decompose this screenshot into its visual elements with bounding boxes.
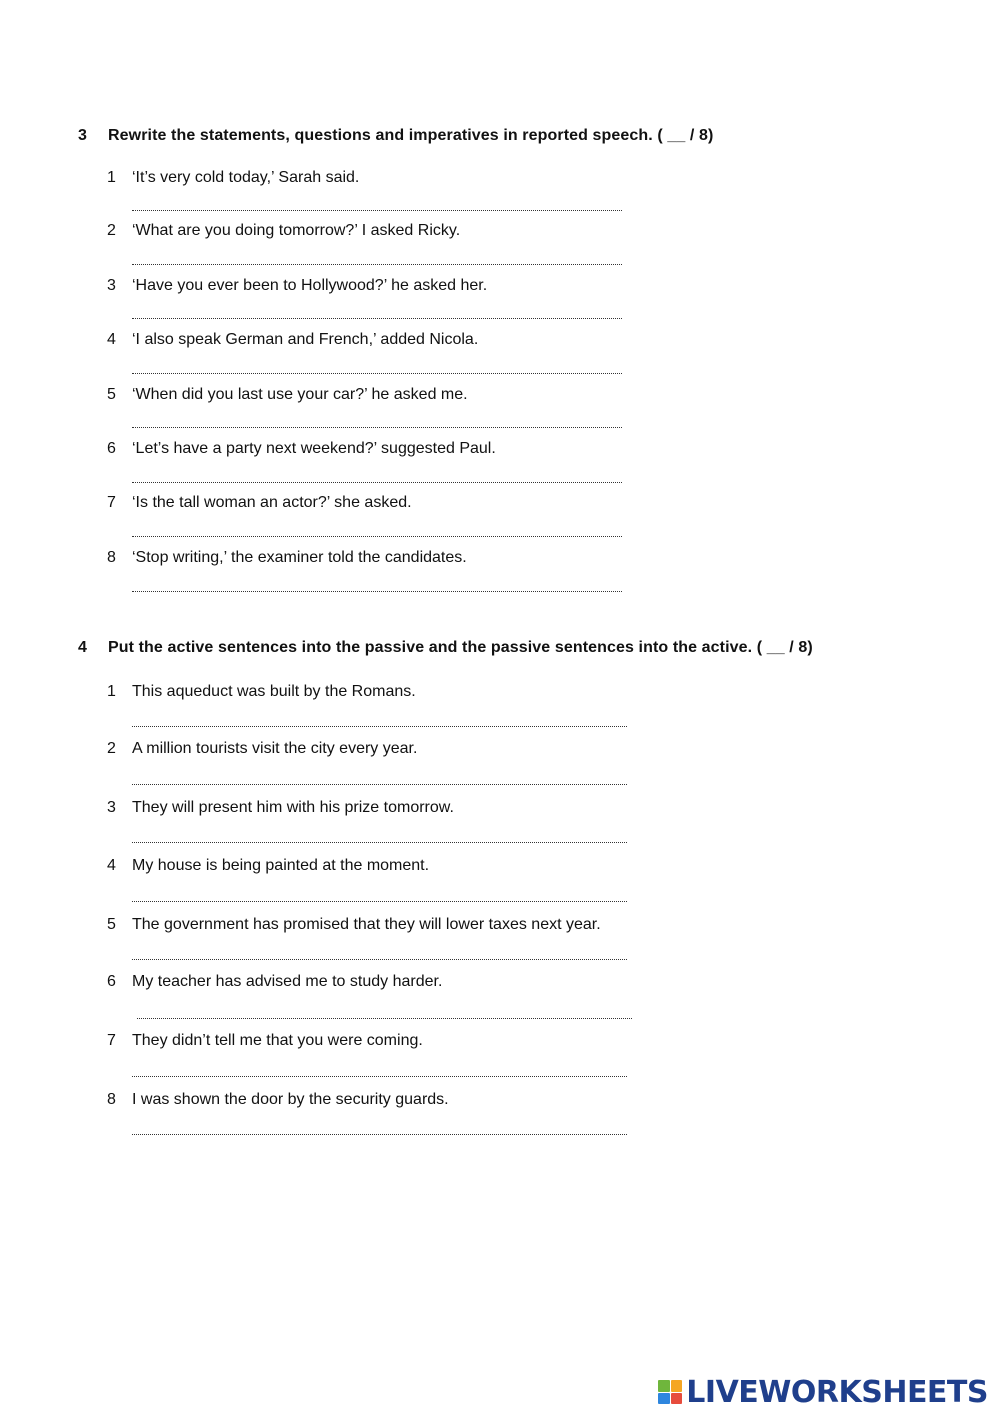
item-prompt: The government has promised that they will lower taxes next year. <box>132 916 601 933</box>
answer-line[interactable] <box>132 953 627 960</box>
answer-line[interactable] <box>137 1012 632 1019</box>
item-number: 7 <box>107 494 116 511</box>
logo-block <box>658 1393 670 1405</box>
item-number: 3 <box>107 799 116 816</box>
item-number: 2 <box>107 740 116 757</box>
item-prompt: ‘Stop writing,’ the examiner told the candidates. <box>132 549 467 566</box>
item-prompt: ‘I also speak German and French,’ added Nicola. <box>132 331 479 348</box>
item-prompt: ‘Let’s have a party next weekend?’ suggested Paul. <box>132 440 496 457</box>
item-prompt: My house is being painted at the moment. <box>132 857 430 874</box>
answer-line[interactable] <box>132 258 622 265</box>
item-prompt: They didn’t tell me that you were coming. <box>132 1032 423 1049</box>
item-number: 2 <box>107 222 116 239</box>
item-prompt: ‘Have you ever been to Hollywood?’ he asked her. <box>132 277 488 294</box>
item-prompt: ‘What are you doing tomorrow?’ I asked Ricky. <box>132 222 461 239</box>
section-4-heading <box>78 639 813 657</box>
item-number: 1 <box>107 169 116 186</box>
answer-line[interactable] <box>132 367 622 374</box>
section-3-instruction: Rewrite the statements, questions and imperatives in reported speech. ( __ / 8) <box>108 127 714 144</box>
answer-line[interactable] <box>132 421 622 428</box>
answer-line[interactable] <box>132 530 622 537</box>
item-prompt: ‘It’s very cold today,’ Sarah said. <box>132 169 360 186</box>
section-3-heading <box>78 127 713 145</box>
item-prompt: They will present him with his prize tomorrow. <box>132 799 454 816</box>
item-prompt: ‘When did you last use your car?’ he asked me. <box>132 386 468 403</box>
item-prompt: A million tourists visit the city every year. <box>132 740 418 757</box>
item-number: 4 <box>107 857 116 874</box>
item-number: 8 <box>107 1091 116 1108</box>
item-number: 6 <box>107 973 116 990</box>
item-number: 5 <box>107 916 116 933</box>
liveworksheets-logo <box>658 1374 988 1410</box>
section-4-instruction: Put the active sentences into the passive and the passive sentences into the active. ( __ / 8) <box>108 639 813 656</box>
item-number: 5 <box>107 386 116 403</box>
item-number: 1 <box>107 683 116 700</box>
section-4-number: 4 <box>78 639 87 656</box>
answer-line[interactable] <box>132 476 622 483</box>
item-prompt: My teacher has advised me to study harder. <box>132 973 443 990</box>
item-number: 7 <box>107 1032 116 1049</box>
answer-line[interactable] <box>132 585 622 592</box>
answer-line[interactable] <box>132 1128 627 1135</box>
logo-block <box>671 1380 683 1392</box>
section-3-number: 3 <box>78 127 87 144</box>
answer-line[interactable] <box>132 720 627 727</box>
item-prompt: ‘Is the tall woman an actor?’ she asked. <box>132 494 412 511</box>
answer-line[interactable] <box>132 204 622 211</box>
logo-blocks-icon <box>658 1380 682 1404</box>
answer-line[interactable] <box>132 778 627 785</box>
item-prompt: This aqueduct was built by the Romans. <box>132 683 416 700</box>
logo-text: LIVEWORKSHEETS <box>686 1374 988 1410</box>
item-number: 3 <box>107 277 116 294</box>
logo-block <box>671 1393 683 1405</box>
answer-line[interactable] <box>132 836 627 843</box>
item-number: 8 <box>107 549 116 566</box>
logo-block <box>658 1380 670 1392</box>
item-prompt: I was shown the door by the security guards. <box>132 1091 449 1108</box>
answer-line[interactable] <box>132 895 627 902</box>
item-number: 4 <box>107 331 116 348</box>
answer-line[interactable] <box>132 312 622 319</box>
item-number: 6 <box>107 440 116 457</box>
answer-line[interactable] <box>132 1070 627 1077</box>
